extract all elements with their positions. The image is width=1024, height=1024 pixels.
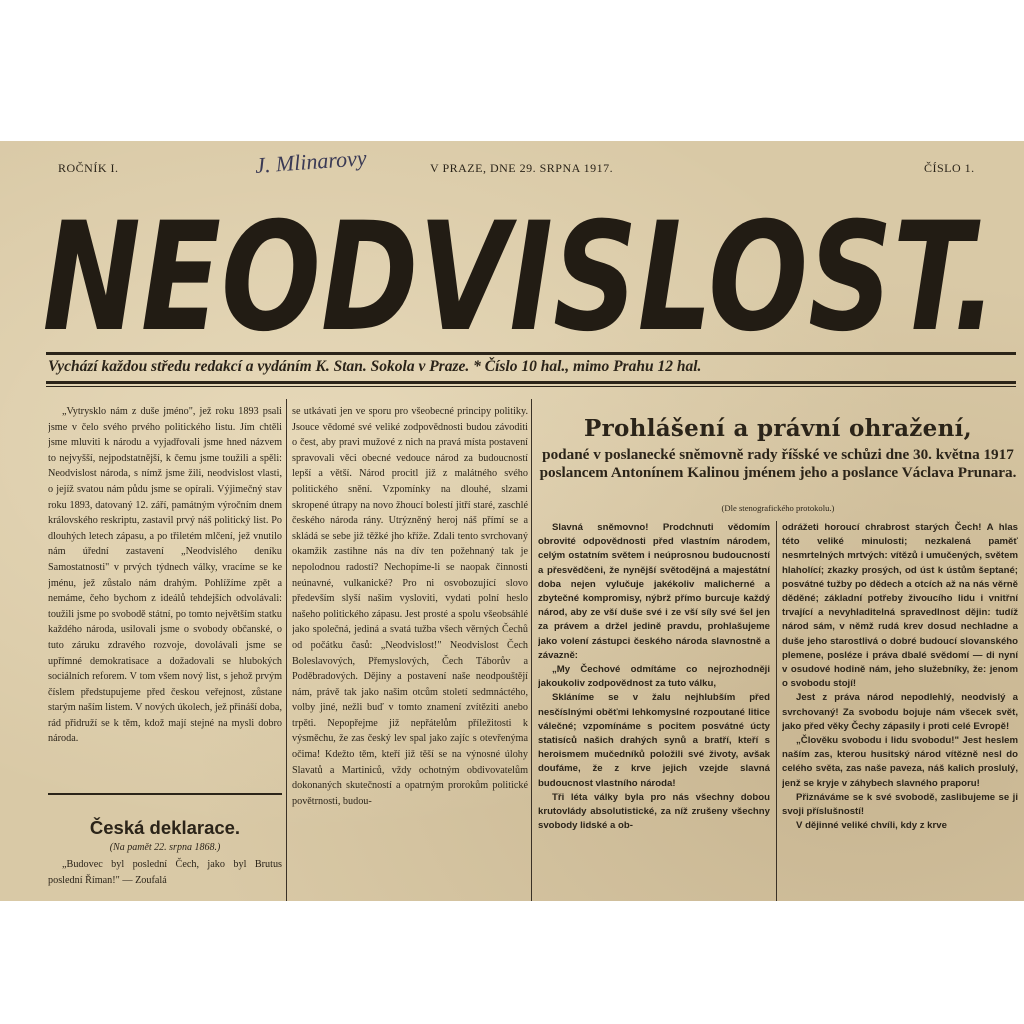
volume-label: ROČNÍK I. bbox=[58, 161, 119, 175]
publication-subline: Vychází každou středu redakcí a vydáním K. Stan. Sokola v Praze. * Číslo 10 hal., mimo Prahu 12 hal. bbox=[48, 358, 702, 375]
article-column-1 bbox=[538, 521, 770, 901]
newspaper-page bbox=[0, 141, 1024, 901]
article-paragraph: odrážeti horoucí chrabrost starých Čech! A hlas této veliké minulosti; nezkalená paměť nesmrtelných mrtvých: vítězů i umučených, světem hlaholící; zkazky prosých, od úst k ústům šeptané; posvátné tužby po dědech a otcích až na nás věrně děděné; základní potřeby živoucího lidu i vnitřní trvající a nevyhladitelná spravedlnost dějin: tudíž národ sám, v němž rudá krev dosud nechladne a duše jeho starostlivá o dobré budoucí slovanského plemene, posléze i práva dbalé svědomí — di nyní v osudové hodině nám, jeho služebníky, že: jenom o svobodu stojí! bbox=[782, 522, 1018, 690]
declaration-text bbox=[48, 857, 282, 901]
subline-rule bbox=[46, 381, 1016, 384]
declaration-body: „Budovec byl poslední Čech, jako byl Brutus poslední Říman!" — Zoufalá bbox=[48, 859, 282, 886]
article-paragraph: Přiznáváme se k své svobodě, zaslibujeme se ji svoji příslušností! bbox=[782, 791, 1018, 818]
column-rule bbox=[776, 521, 777, 901]
place-date: V PRAZE, DNE 29. SRPNA 1917. bbox=[430, 161, 614, 175]
article-paragraph: „My Čechové odmítáme co nejrozhodněji jakoukoliv zodpovědnost za tuto válku, bbox=[538, 664, 770, 690]
masthead-title bbox=[40, 197, 1000, 347]
article-subheadline: podané v poslanecké sněmovně rady říšské ve schůzi dne 30. května 1917 poslancem Antonínem Kalinou jménem jeho a poslance Václava Prunara. bbox=[539, 446, 1017, 481]
article-paragraph: Slavná sněmovno! Prodchnuti vědomím obrovité odpovědnosti před vlastním národem, celým ostatním světem i neúprosnou budoucností a přesvědčeni, že nynější světodějná a majestátní doba nejen vylučuje jakékoliv malicherné a zbytečné kompromisy, nýbrž přímo burcuje každý národ, aby ze vší duše své i ze vší síly své šel jen za právem a držel jedině pravdu, prohlašujeme jako volení zástupci českého národa slavnostně a závazně: bbox=[538, 522, 770, 661]
article-paragraph: Tři léta války byla pro nás všechny dobou krutovlády absolutistické, za níž zrušeny všechny svobody lidské a ob- bbox=[538, 791, 770, 832]
column-rule bbox=[531, 399, 532, 901]
article-column-2 bbox=[782, 521, 1018, 901]
declaration-date: (Na pamět 22. srpna 1868.) bbox=[109, 842, 221, 853]
article-source-note: (Dle stenografického protokolu.) bbox=[721, 503, 835, 513]
issue-number: ČÍSLO 1. bbox=[924, 161, 975, 175]
article-paragraph: V dějinné veliké chvíli, kdy z krve bbox=[796, 820, 947, 832]
editorial-column-2 bbox=[292, 404, 528, 901]
column-divider-horizontal bbox=[48, 793, 282, 795]
article-paragraph: Jest z práva národ nepodlehlý, neodvislý a svrchovaný! Za svobodu bojuje nám všecek svět, jako před věky Čechy zápasily i proti celé Evropě! bbox=[782, 692, 1018, 732]
handwritten-signature: J. Mlinarovy bbox=[254, 145, 368, 178]
editorial-text: „Vytrysklo nám z duše jméno", jež roku 1893 psali jsme v čelo svého prvého politického listu. Jím chtěli jsme mluviti k národu a vyjadřovali jsme hned názvem to nejvyšší, nejpodstatnější, k čemu jsme toužili a spěli: Neodvislost národa, s nímž jsme žili, neodvislost vlasti, o jejíž svatou nám půdu jsme se opírali. Výjimečný stav roku 1893, datovaný 12. září, památným výročním dnem královského reskriptu, zastavil prvý náš politický list. Po dlouhých letech zápasu, a po třiletém mlčení, jež vnutilo nám úřední zastavení „Neodvislého deníku Samostatnosti" v prvých týdnech války, vracíme se ke jménu, jež zůstalo nám drahým. Pohlížíme zpět a nemáme, čeho bychom z ideálů tehdejších odvolávali: toužili jsme po svobodě státní, po tomto největším statku každého národa, usilovali jsme o svobody občanské, o tuto záruku zdravého rozvoje, dovolávali jsme se upřímné demokratisace a dožadovali se hlubokých sociálních reforem. V tom všem nový list, s jehož prvým číslem předstupujeme před českou veřejnost, zůstane starým naším listem. V nových úkolech, jež přináší doba, rád přidruží se k těm, kdož mají stejné na mysli dobro národa. bbox=[48, 406, 282, 745]
column-rule bbox=[286, 399, 287, 901]
article-headline: Prohlášení a právní ohražení, bbox=[584, 415, 972, 442]
subline-rule-thin bbox=[46, 386, 1016, 387]
article-paragraph: „Člověku svobodu i lidu svobodu!" Jest heslem naším zas, kterou husitský národ vítězně nesl do celého světa, zas naše paveza, náš kalich proslulý, jenž se kryje v záhybech slavného praporu! bbox=[782, 735, 1018, 789]
article-paragraph: Skláníme se v žalu nejhlubším před nesčíslnými oběťmi lehkomyslné rozpoutané litice válečné; vzpomínáme s pocitem posvátné úcty statisíců našich drahých synů a bratří, kteří s heroismem mučedníků položili své životy, avšak doufáme, že z krve jejich vzejde slavná budoucnost vlastního národa! bbox=[538, 692, 770, 789]
masthead-rule bbox=[46, 352, 1016, 355]
editorial-text-2: se utkávati jen ve sporu pro všeobecné principy politiky. Jsouce vědomé své veliké zodpovědnosti budou závoditi o čest, aby pravi mužové z nich na pravá místa postavení spravovali věci obecné vedouce národ za budoucností lepší a větší. Národ procitl již z malátného svého politického snění. Vzpomínky na dlouhé, slzami skropené útrapy na novo žhoucí bolestí jitří staré, zaschlé českého národa rány. Utrýzněný herој náš přímí se a skládá se sebe již těžké jho kříže. Zdali tento svrchovaný okamžik zastihne nás na dív ten požehnaný tak je nepolodnou radostí? Nechopíme-li se naopak činnosti neúnavné, vulkanické? Pro ni osvobozující slovo především slyší našim vysloviti, vydati polní heslo našeho politického zápasu. Jest prosté a spolu všeobsáhlé jako společná, jediná a svatá tužba všech věrných Čechů od počátku časů: „Neodvislost!" Neodvislost Čech Boleslavových, Přemyslových, Čech Táborův a Poděbradových. Dějiny a postavení naše neodpouštějí nám, právě tak jako našim otcům století sedmnáctého, volby jiné, nežli buď v tomto znamení zvítěziti anebo trpěti. Nepopřejme již nepřátelům příležitosti k výsměchu, že zas český lev spal jako zajíc s otevřenýma očima! Kdežto těm, kteří již těší se na výnosné úlohy Slavatů a Martiniců, vždy ochotným obdivovatelům dokonaných skutečností a opatrným prorokům politické povětrnosti, budou- bbox=[292, 406, 528, 807]
masthead-text: NEODVISLOST. bbox=[42, 197, 998, 347]
declaration-title: Česká deklarace. bbox=[89, 817, 241, 838]
editorial-column bbox=[48, 404, 282, 789]
